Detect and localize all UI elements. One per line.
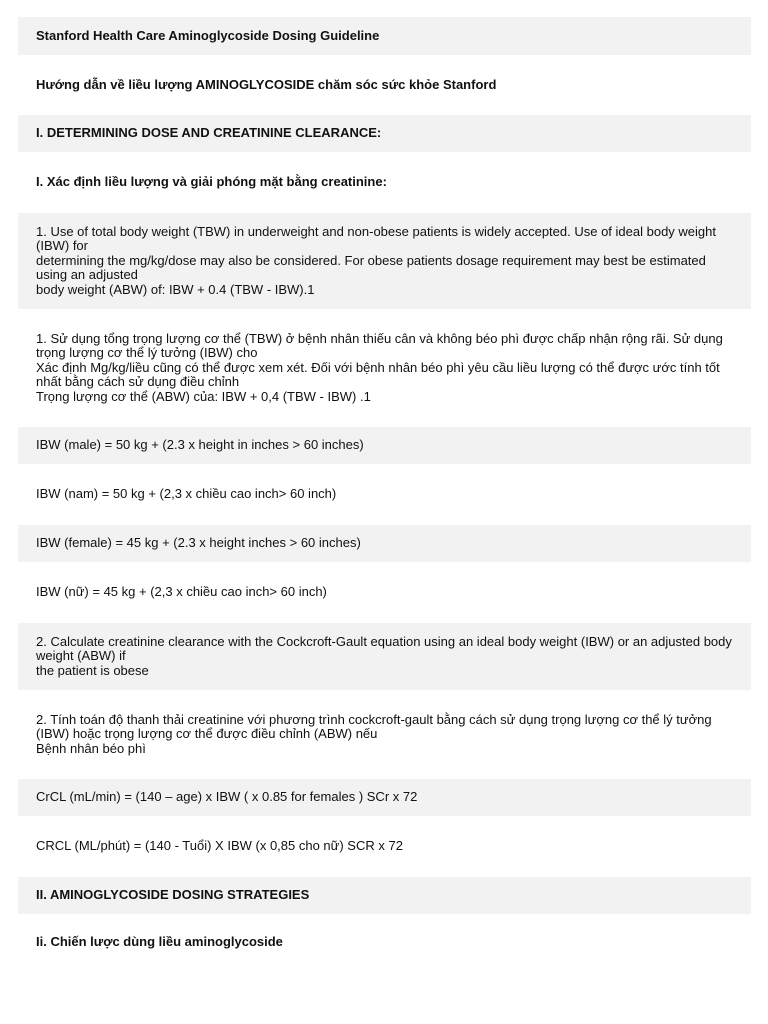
formula-row [18, 525, 751, 562]
paragraph-row [18, 213, 751, 309]
formula-row [18, 779, 751, 816]
formula-translation-row [18, 464, 751, 525]
document-title: Stanford Health Care Aminoglycoside Dosing Guideline [36, 27, 380, 43]
paragraph-translation-row [18, 690, 751, 779]
section-heading-row [18, 877, 751, 914]
document-page [18, 17, 751, 971]
section-heading: II. AMINOGLYCOSIDE DOSING STRATEGIES [36, 887, 310, 903]
document-title-translation: Hướng dẫn về liều lượng AMINOGLYCOSIDE chăm sóc sức khỏe Stanford [36, 76, 497, 92]
document-title-translation-row [18, 55, 751, 115]
formula-ibw-female: IBW (female) = 45 kg + (2.3 x height inches > 60 inches) [36, 535, 361, 551]
section-heading-translation-row [18, 152, 751, 213]
formula-crcl: CrCL (mL/min) = (140 – age) x IBW ( x 0.85 for females ) SCr x 72 [36, 789, 418, 805]
section-heading-translation-row [18, 914, 751, 971]
formula-ibw-male-translation: IBW (nam) = 50 kg + (2,3 x chiều cao inch> 60 inch) [36, 486, 337, 502]
formula-ibw-female-translation: IBW (nữ) = 45 kg + (2,3 x chiều cao inch> 60 inch) [36, 584, 327, 600]
formula-row [18, 427, 751, 464]
paragraph-row [18, 623, 751, 690]
document-title-row [18, 17, 751, 55]
paragraph-translation-row [18, 309, 751, 427]
paragraph-text: 2. Calculate creatinine clearance with the Cockcroft-Gault equation using an ideal body weight (IBW) or an adjusted body weight (ABW) if the patient is obese [36, 633, 732, 678]
paragraph-translation-text: 1. Sử dụng tổng trọng lượng cơ thể (TBW) ở bệnh nhân thiếu cân và không béo phì được chấp nhận rộng rãi. Sử dụng trọng lượng cơ thể lý tưởng (IBW) cho Xác định Mg/kg/liều cũng có thể được xem xét. Đối với bệnh nhân béo phì yêu cầu liều lượng có thể được ước tính tốt nhất bằng cách sử dụng điều chỉnh Trọng lượng cơ thể (ABW) của: IBW + 0,4 (TBW - IBW) .1 [36, 330, 723, 404]
section-heading-translation: I. Xác định liều lượng và giải phóng mặt bằng creatinine: [36, 174, 387, 190]
section-heading-row [18, 115, 751, 152]
formula-translation-row [18, 562, 751, 623]
section-heading: I. DETERMINING DOSE AND CREATININE CLEARANCE: [36, 125, 382, 141]
paragraph-translation-text: 2. Tính toán độ thanh thải creatinine với phương trình cockcroft-gault bằng cách sử dụng trọng lượng cơ thể lý tưởng (IBW) hoặc trọng lượng cơ thể được điều chỉnh (ABW) nếu Bệnh nhân béo phì [36, 711, 712, 756]
formula-crcl-translation: CRCL (ML/phút) = (140 - Tuổi) X IBW (x 0,85 cho nữ) SCR x 72 [36, 838, 403, 854]
section-heading-translation: Ii. Chiến lược dùng liều aminoglycoside [36, 934, 283, 950]
formula-ibw-male: IBW (male) = 50 kg + (2.3 x height in inches > 60 inches) [36, 437, 364, 453]
paragraph-text: 1. Use of total body weight (TBW) in underweight and non-obese patients is widely accepted. Use of ideal body weight (IBW) for determining the mg/kg/dose may also be considered. For obese patients dosage requirement may best be estimated using an adjusted body weight (ABW) of: IBW + 0.4 (TBW - IBW).1 [36, 223, 716, 297]
formula-translation-row [18, 816, 751, 877]
